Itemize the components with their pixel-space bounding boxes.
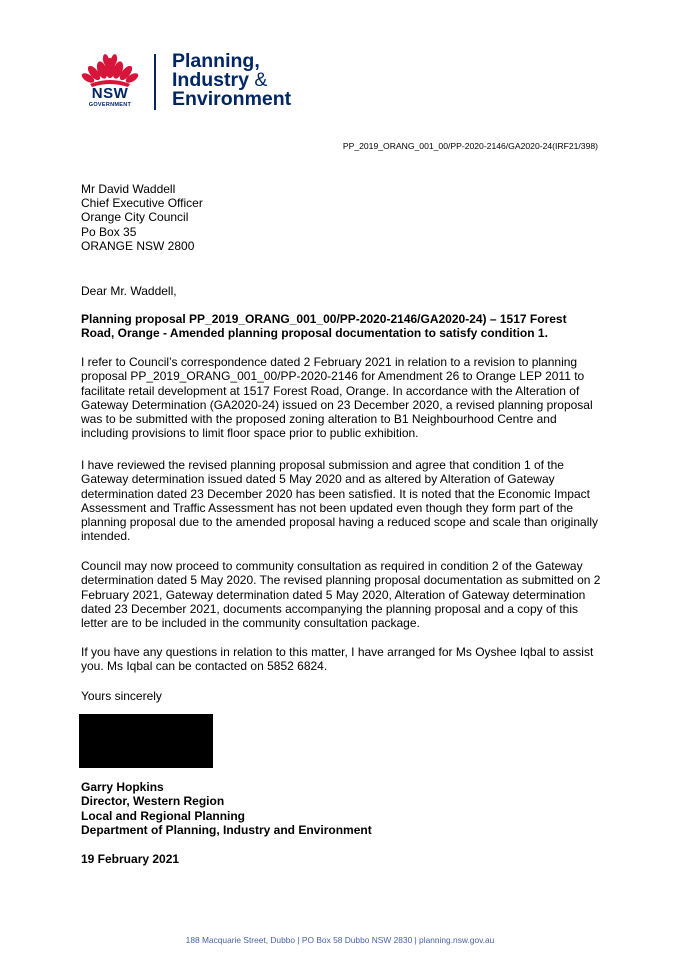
nsw-logo xyxy=(80,50,320,114)
signatory-name: Garry Hopkins xyxy=(81,780,164,794)
recipient-title: Chief Executive Officer xyxy=(81,196,203,211)
recipient-locality: ORANGE NSW 2800 xyxy=(81,238,195,253)
government-label: GOVERNMENT xyxy=(88,102,132,108)
department-line-1: Planning, xyxy=(172,50,260,72)
signatory-block xyxy=(81,780,372,837)
nsw-brand-mark: NSW xyxy=(91,85,129,102)
subject-line: Planning proposal PP_2019_ORANG_001_00/PP-2020-2146/GA2020-24) – 1517 Forest Road, Orange - Amended planning proposal documentation to satisfy condition 1. xyxy=(81,312,567,341)
recipient-organisation: Orange City Council xyxy=(81,210,189,225)
redacted-signature xyxy=(79,714,213,768)
salutation: Dear Mr. Waddell, xyxy=(81,284,177,298)
body-paragraph-2: I have reviewed the revised planning proposal submission and agree that condition 1 of the Gateway determination issued dated 5 May 2020 and as altered by Alteration of Gateway determination dated 23 December 2020 has been satisfied. It is noted that the Economic Impact Assessment and Traffic Assessment has not been updated even though they form part of the planning proposal due to the amended proposal having a reduced scope and scale than originally intended. xyxy=(81,458,599,544)
closing: Yours sincerely xyxy=(81,689,162,703)
body-paragraph-1: I refer to Council’s correspondence dated 2 February 2021 in relation to a revision to planning proposal PP_2019_ORANG_001_00/PP-2020-2146 for Amendment 26 to Orange LEP 2011 to facilitate retail development at 1517 Forest Road, Orange. In accordance with the Alteration of Gateway Determination (GA2020-24) issued on 23 December 2020, a revised planning proposal was to be submitted with the proposed zoning alteration to B1 Neighbourhood Centre and including provisions to limit floor space prior to public exhibition. xyxy=(81,355,593,441)
department-name xyxy=(172,52,291,109)
logo-divider xyxy=(154,54,156,110)
signatory-division: Local and Regional Planning xyxy=(81,808,246,823)
signatory-title: Director, Western Region xyxy=(81,794,225,809)
recipient-po-box: Po Box 35 xyxy=(81,224,137,239)
body-paragraph-3: Council may now proceed to community consultation as required in condition 2 of the Gateway determination dated 5 May 2020. The revised planning proposal documentation as submitted on 2 February 2021, Gateway determination dated 5 May 2020, Alteration of Gateway determination dated 23 December 2021, documents accompanying the planning proposal and a copy of this letter are to be included in the community consultation package. xyxy=(81,559,601,630)
recipient-name: Mr David Waddell xyxy=(81,182,176,196)
footer-address: 188 Macquarie Street, Dubbo | PO Box 58 Dubbo NSW 2830 | planning.nsw.gov.au xyxy=(185,935,495,945)
signatory-department: Department of Planning, Industry and Environment xyxy=(81,822,372,837)
ampersand: & xyxy=(254,69,268,91)
department-line-3: Environment xyxy=(172,88,292,110)
letter-date: 19 February 2021 xyxy=(81,852,180,866)
body-paragraph-4: If you have any questions in relation to this matter, I have arranged for Ms Oyshee Iqbal to assist you. Ms Iqbal can be contacted on 5852 6824. xyxy=(81,645,594,674)
reference-number: PP_2019_ORANG_001_00/PP-2020-2146/GA2020-24(IRF21/398) xyxy=(342,141,598,151)
recipient-address xyxy=(81,182,203,253)
department-line-2-text: Industry xyxy=(172,69,249,91)
